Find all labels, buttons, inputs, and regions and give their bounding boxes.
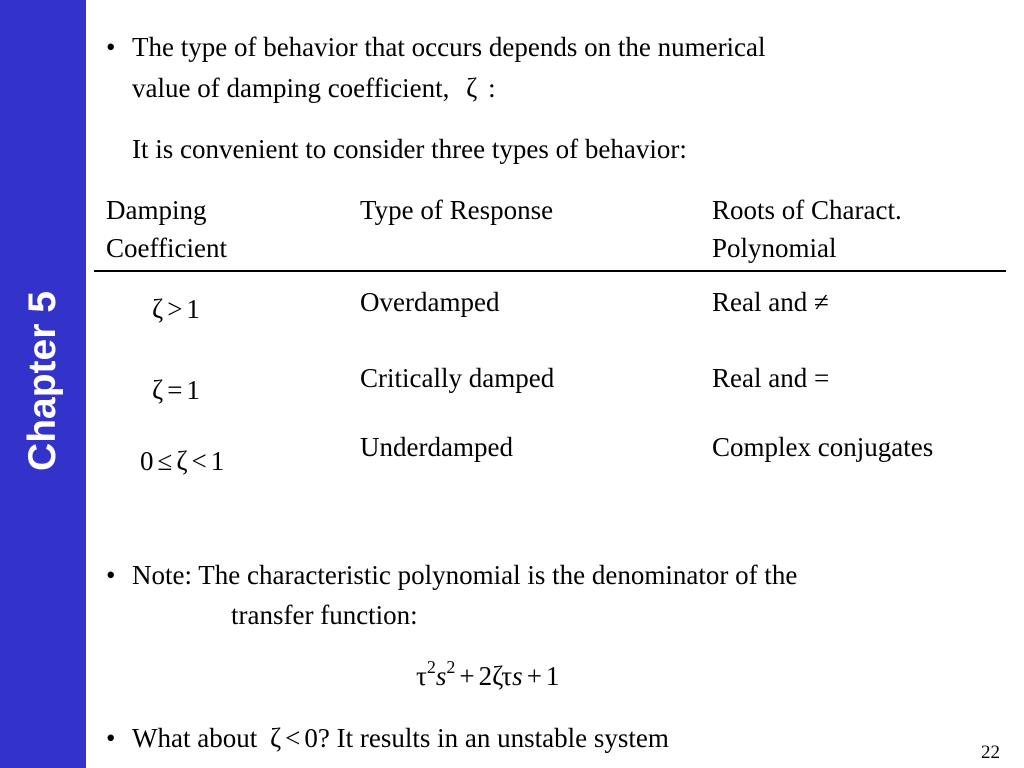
formula-one: 1	[545, 661, 560, 691]
header-damping-line1: Damping	[106, 195, 207, 225]
question-operator: <	[285, 723, 301, 753]
colon: :	[488, 73, 496, 103]
cond-operator-2: <	[191, 446, 207, 476]
cond-value: 1	[186, 375, 200, 405]
cond-upper: 1	[210, 446, 225, 476]
intro-line-2	[132, 71, 496, 105]
table-header-rule	[94, 270, 1006, 272]
header-roots-line1: Roots of Charact.	[712, 195, 902, 225]
note-line-2: transfer function:	[231, 600, 418, 630]
question-suffix: ? It results in an unstable system	[317, 723, 669, 753]
response-critically-damped: Critically damped	[360, 363, 555, 393]
intro-line-3: It is convenient to consider three types of behavior:	[132, 134, 687, 164]
roots-underdamped: Complex conjugates	[712, 432, 934, 462]
chapter-label: Chapter 5	[21, 291, 64, 471]
header-roots-line2: Polynomial	[712, 233, 837, 263]
note-line-1: Note: The characteristic polynomial is the denominator of the	[132, 560, 798, 590]
question-zero: 0	[304, 723, 318, 753]
cond-operator: =	[167, 375, 183, 405]
question-zeta: ζ	[269, 723, 282, 753]
formula-middle: 2ζτ	[478, 661, 513, 691]
condition-critically-damped	[152, 373, 200, 407]
formula-plus-2: +	[526, 661, 542, 691]
response-underdamped: Underdamped	[360, 432, 513, 462]
chapter-sidebar	[0, 0, 86, 768]
bullet-marker: •	[106, 560, 116, 590]
condition-underdamped	[140, 444, 224, 478]
cond-zeta: ζ	[152, 294, 164, 324]
cond-lower: 0	[140, 446, 154, 476]
cond-value: 1	[186, 294, 200, 324]
intro-line-2-text: value of damping coefficient,	[132, 73, 450, 103]
header-damping-line2: Coefficient	[106, 233, 227, 263]
cond-operator-1: ≤	[157, 446, 173, 476]
response-overdamped: Overdamped	[360, 287, 500, 317]
formula-tau: τ	[416, 661, 427, 691]
condition-overdamped	[152, 292, 200, 326]
characteristic-polynomial	[416, 650, 559, 693]
formula-exp-1: 2	[426, 657, 436, 677]
cond-zeta: ζ	[176, 446, 188, 476]
bullet-marker: •	[106, 32, 116, 62]
question-line	[132, 721, 669, 755]
header-response: Type of Response	[360, 195, 554, 225]
cond-zeta: ζ	[152, 375, 164, 405]
page-number: 22	[981, 742, 1000, 763]
roots-critically-damped: Real and =	[712, 363, 830, 393]
zeta-symbol: ζ	[466, 73, 478, 103]
intro-line-1: The type of behavior that occurs depends on the numerical	[132, 32, 766, 62]
roots-overdamped: Real and ≠	[712, 287, 829, 317]
cond-operator: >	[167, 294, 183, 324]
formula-plus-1: +	[459, 661, 475, 691]
bullet-marker: •	[106, 723, 116, 753]
formula-s: s	[435, 661, 447, 691]
formula-s2: s	[512, 661, 523, 691]
question-prefix: What about	[132, 723, 258, 753]
formula-exp-2: 2	[446, 657, 456, 677]
